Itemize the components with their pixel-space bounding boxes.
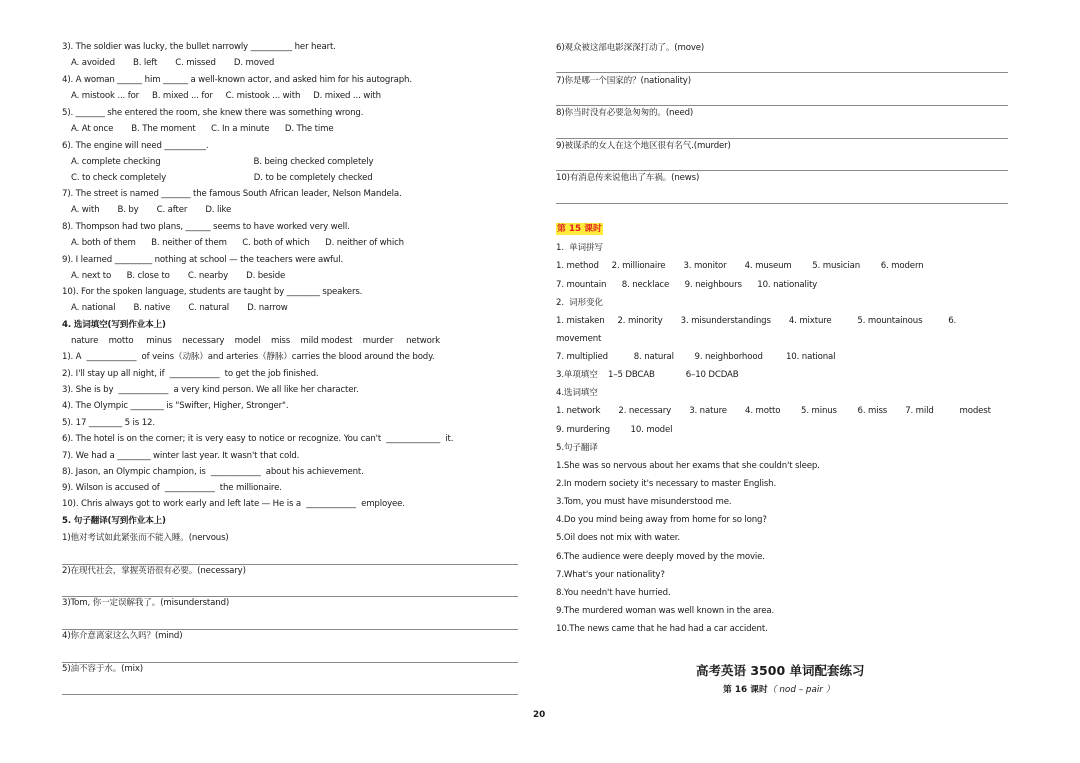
text-line: 6). The engine will need __________. [62,141,209,151]
book-title: 高考英语 3500 单词配套练习 [696,663,865,678]
text-line: 1. network 2. necessary 3. nature 4. motto 5. minus 6. miss 7. mild modest [556,406,991,416]
text-line: A. complete checking B. being checked completely [71,157,374,167]
text-line: 7). We had a ________ winter last year. It wasn't that cold. [62,451,300,461]
text-line: nature motto minus necessary model miss mild modest murder network [71,336,440,346]
text-line: 9). Wilson is accused of ____________ the millionaire. [62,483,282,493]
text-line: C. to check completely D. to be completely checked [71,173,373,183]
text-line: A. At once B. The moment C. In a minute D. The time [71,124,334,134]
text-line: 6.The audience were deeply moved by the movie. [556,552,765,562]
text-line: 3). The soldier was lucky, the bullet narrowly __________ her heart. [62,42,336,52]
text-line: 10). For the spoken language, students are taught by ________ speakers. [62,287,363,297]
text-line: 1)他对考试如此紧张而不能入睡。(nervous) [62,533,229,543]
text-line: 5.Oil does not mix with water. [556,533,680,543]
text-line: 7)你是哪一个国家的？(nationality) [556,76,691,86]
text-line: 1. 单词拼写 [556,243,603,253]
text-line: 4)你介意离家这么久吗？(mind) [62,631,183,641]
text-line: 9). I learned _________ nothing at school — the teachers were awful. [62,255,344,265]
answer-line [556,105,1008,106]
lesson-16-heading [723,684,835,696]
text-line: 5)油不容于水。(mix) [62,664,143,674]
text-line: 8.You needn't have hurried. [556,588,671,598]
text-line: 10). Chris always got to work early and left late — He is a ____________ employee. [62,499,405,509]
text-line: 4). A woman ______ him ______ a well-known actor, and asked him for his autograph. [62,75,412,85]
text-line: 7. multiplied 8. natural 9. neighborhood 10. national [556,352,836,362]
text-line: 9. murdering 10. model [556,425,673,435]
text-line: 3). She is by ____________ a very kind person. We all like her character. [62,385,359,395]
text-line: 9)被谋杀的女人在这个地区很有名气.(murder) [556,141,731,151]
text-line: 2). I'll stay up all night, if ____________ to get the job finished. [62,369,319,379]
answer-line [62,694,518,695]
answer-line [62,662,518,663]
text-line: 3.Tom, you must have misunderstood me. [556,497,732,507]
text-line: 6). The hotel is on the corner; it is very easy to notice or recognize. You can't _____________ it. [62,434,454,444]
text-line: 10.The news came that he had had a car accident. [556,624,768,634]
text-line: A. mistook ... for B. mixed ... for C. mistook ... with D. mixed ... with [71,91,381,101]
lesson-16-range: （ nod – pair ） [767,685,835,695]
lesson-15-heading: 第 15 课时 [557,224,602,234]
text-line: 4). The Olympic ________ is "Swifter, Higher, Stronger". [62,401,289,411]
lesson-16-label: 第 16 课时 [723,685,768,695]
text-line: 4.选词填空 [556,388,598,398]
text-line: 2)在现代社会，掌握英语很有必要。(necessary) [62,566,246,576]
text-line: 8). Thompson had two plans, ______ seems to have worked very well. [62,222,350,232]
text-line: 5). 17 ________ 5 is 12. [62,418,155,428]
text-line: A. avoided B. left C. missed D. moved [71,58,275,68]
text-line: A. both of them B. neither of them C. both of which D. neither of which [71,238,404,248]
section-heading: 5. 句子翻译(写到作业本上) [62,516,166,526]
text-line: 1). A ____________ of veins（动脉）and arteries（静脉）carries the blood around the body. [62,352,435,362]
text-line: 5.句子翻译 [556,443,598,453]
text-line: 9.The murdered woman was well known in the area. [556,606,775,616]
text-line: 4.Do you mind being away from home for so long? [556,515,767,525]
text-line: 7). The street is named _______ the famous South African leader, Nelson Mandela. [62,189,402,199]
answer-line [62,596,518,597]
text-line: 3.单项填空 1–5 DBCAB 6–10 DCDAB [556,370,739,380]
text-line: 8). Jason, an Olympic champion, is ____________ about his achievement. [62,467,364,477]
text-line: 3)Tom, 你一定误解我了。(misunderstand) [62,598,230,608]
text-line: 6)观众被这部电影深深打动了。(move) [556,43,705,53]
text-line: 10)有消息传来说他出了车祸。(news) [556,173,700,183]
text-line: A. next to B. close to C. nearby D. beside [71,271,286,281]
answer-line [556,203,1008,204]
text-line: 2. 词形变化 [556,298,603,308]
answer-line [556,72,1008,73]
text-line: A. with B. by C. after D. like [71,205,232,215]
text-line: 7.What's your nationality? [556,570,665,580]
answer-line [62,629,518,630]
text-line: 1. method 2. millionaire 3. monitor 4. museum 5. musician 6. modern [556,261,924,271]
answer-line [62,564,518,565]
text-line: 2.In modern society it's necessary to master English. [556,479,777,489]
page-number: 20 [533,710,546,720]
text-line: 1.She was so nervous about her exams that she couldn't sleep. [556,461,820,471]
text-line: 8)你当时没有必要急匆匆的。(need) [556,108,694,118]
text-line: movement [556,334,602,344]
text-line: 5). _______ she entered the room, she knew there was something wrong. [62,108,364,118]
answer-line [556,138,1008,139]
text-line: 7. mountain 8. necklace 9. neighbours 10. nationality [556,280,818,290]
section-heading: 4. 选词填空(写到作业本上) [62,320,166,330]
answer-line [556,170,1008,171]
text-line: A. national B. native C. natural D. narrow [71,303,288,313]
text-line: 1. mistaken 2. minority 3. misunderstandings 4. mixture 5. mountainous 6. [556,316,957,326]
